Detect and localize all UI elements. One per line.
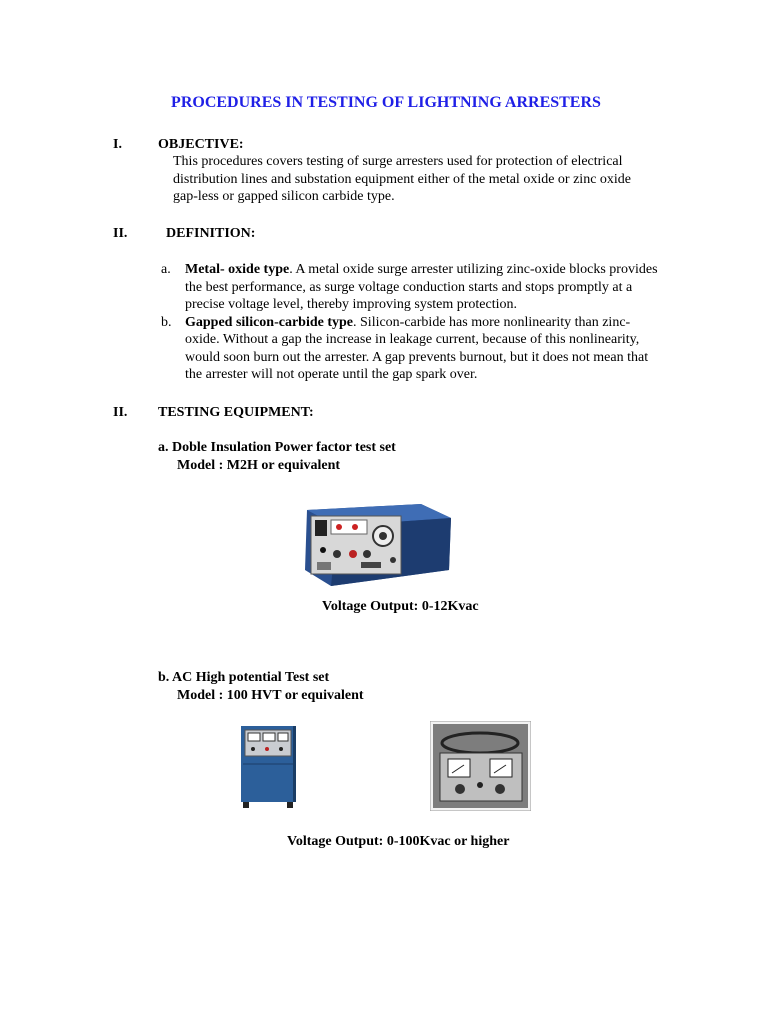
section-2-number: II. xyxy=(113,226,128,241)
definition-term: Metal- oxide type xyxy=(185,262,290,277)
equipment-a-name: a. Doble Insulation Power factor test set xyxy=(158,440,396,455)
section-1-number: I. xyxy=(113,137,122,152)
list-item xyxy=(161,314,661,384)
section-2-heading: DEFINITION: xyxy=(166,226,256,241)
definition-list xyxy=(161,261,661,384)
equipment-a-model: Model : M2H or equivalent xyxy=(177,458,341,473)
definition-term: Gapped silicon-carbide type xyxy=(185,314,354,330)
equipment-a-voltage-output: Voltage Output: 0-12Kvac xyxy=(322,599,479,614)
section-1-paragraph xyxy=(113,153,648,206)
section-3-number: II. xyxy=(113,405,128,420)
definition-text: . Silicon-carbide has more nonlinearity than zinc-oxide. Without a gap the increase in leakage current, because of this nonlinearity, would soon burn out the arrester. A gap prevents burnout, but it does not mean that the arrester will not operate until the gap spark over. xyxy=(185,314,649,382)
objective-text: This procedures covers testing of surge arresters used for protection of electrical distribution lines and substation equipment either of the metal oxide or zinc oxide gap-less or gapped silicon carbide type. xyxy=(173,154,632,204)
page-title: PROCEDURES IN TESTING OF LIGHTNING ARRESTERS xyxy=(171,94,601,111)
doble-test-set-image xyxy=(303,500,454,590)
hv-control-panel-image xyxy=(430,721,531,811)
section-1-heading: OBJECTIVE: xyxy=(158,137,244,152)
equipment-b-voltage-output: Voltage Output: 0-100Kvac or higher xyxy=(287,834,510,849)
list-marker: b. xyxy=(161,314,172,330)
hv-test-cabinet-image xyxy=(237,724,297,810)
equipment-b-model: Model : 100 HVT or equivalent xyxy=(177,688,364,703)
list-marker: a. xyxy=(161,262,171,277)
definition-text: . A metal oxide surge arrester utilizing zinc-oxide blocks provides the best performance, as surge voltage conduction starts and stops promptly at a precise voltage level, thereby improving system protection. xyxy=(185,262,658,312)
equipment-b-name: b. AC High potential Test set xyxy=(158,670,330,685)
list-item xyxy=(161,261,661,314)
section-3-heading: TESTING EQUIPMENT: xyxy=(158,405,314,420)
